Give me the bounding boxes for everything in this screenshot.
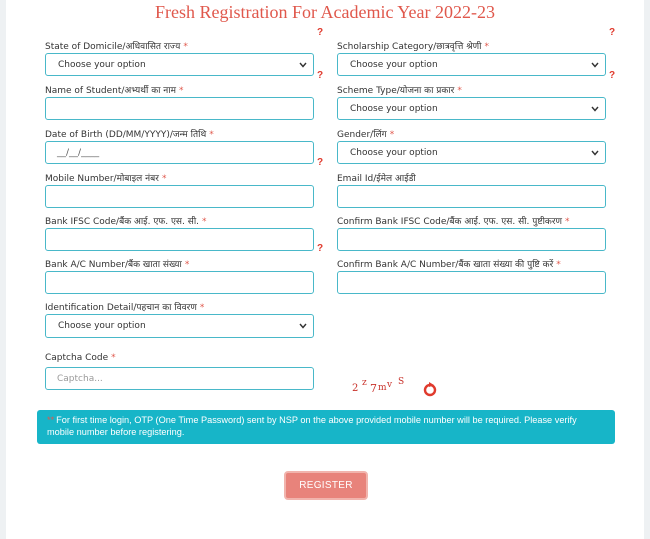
- mobile-label-text: Mobile Number/मोबाइल नंबर: [45, 174, 159, 184]
- captcha-char: v: [387, 380, 393, 390]
- notice-text: For first time login, OTP (One Time Password) sent by NSP on the above provided mobile number will be required. Please verify mobile number before registering.: [47, 415, 577, 437]
- scheme-select[interactable]: [337, 97, 606, 120]
- scheme-label-text: Scheme Type/योजना का प्रकार: [337, 86, 455, 96]
- student-name-label: [45, 83, 184, 96]
- captcha-char: z: [362, 378, 367, 388]
- email-input[interactable]: [337, 185, 606, 208]
- register-button[interactable]: REGISTER: [284, 471, 368, 500]
- student-name-input[interactable]: [45, 97, 314, 120]
- state-label: [45, 39, 188, 52]
- scholarship-label-text: Scholarship Category/छात्रवृत्ति श्रेणी: [337, 42, 482, 52]
- help-icon[interactable]: ?: [317, 27, 324, 38]
- identification-label: [45, 300, 204, 313]
- chevron-down-icon: [591, 150, 599, 156]
- required-mark: *: [183, 42, 188, 52]
- chevron-down-icon: [299, 62, 307, 68]
- identification-label-text: Identification Detail/पहचान का विवरण: [45, 303, 197, 313]
- captcha-input[interactable]: [45, 367, 314, 390]
- identification-select-value: Choose your option: [58, 321, 146, 331]
- captcha-image: [338, 370, 438, 400]
- account-label: [45, 257, 189, 270]
- help-icon[interactable]: ?: [317, 157, 324, 168]
- refresh-icon[interactable]: [425, 382, 435, 395]
- scheme-label: [337, 83, 462, 96]
- captcha-char: m: [378, 383, 387, 393]
- account-label-text: Bank A/C Number/बैंक खाता संख्या: [45, 260, 182, 270]
- help-icon[interactable]: ?: [609, 27, 616, 38]
- account-input[interactable]: [45, 271, 314, 294]
- confirm-account-input[interactable]: [337, 271, 606, 294]
- captcha-label: [45, 353, 116, 363]
- required-mark: *: [184, 260, 190, 270]
- gender-select-value: Choose your option: [350, 147, 438, 158]
- gender-select[interactable]: [337, 141, 606, 164]
- help-icon[interactable]: ?: [609, 70, 616, 81]
- gender-label-text: Gender/लिंग: [337, 130, 387, 140]
- required-mark: *: [389, 130, 395, 140]
- notice-stars: **: [47, 415, 55, 425]
- confirm-ifsc-input[interactable]: [337, 228, 606, 251]
- mobile-input[interactable]: [45, 185, 314, 208]
- required-mark: *: [565, 217, 570, 227]
- scholarship-select-value: Choose your option: [350, 59, 438, 70]
- required-mark: *: [209, 130, 214, 140]
- required-mark: *: [179, 86, 184, 96]
- dob-input[interactable]: [45, 141, 314, 164]
- confirm-ifsc-label-text: Confirm Bank IFSC Code/बैंक आई. एफ. एस. सी. पुष्टीकरण: [337, 217, 563, 227]
- state-label-text: State of Domicile/अधिवासित राज्य: [45, 42, 181, 52]
- captcha-char: 2: [352, 383, 359, 394]
- chevron-down-icon: [299, 323, 307, 329]
- captcha-char: S: [398, 377, 405, 387]
- otp-notice: [37, 410, 615, 444]
- confirm-ifsc-label: [337, 214, 570, 227]
- page-title: Fresh Registration For Academic Year 2022-23: [155, 2, 495, 22]
- ifsc-label-text: Bank IFSC Code/बैंक आई. एफ. एस. सी.: [45, 217, 200, 227]
- scholarship-label: [337, 39, 489, 52]
- dob-label-text: Date of Birth (DD/MM/YYYY)/जन्म तिथि: [45, 130, 207, 140]
- dob-value: __/__/____: [57, 147, 100, 158]
- required-mark: *: [556, 260, 561, 270]
- state-select-value: Choose your option: [58, 59, 146, 70]
- help-icon[interactable]: ?: [317, 243, 324, 254]
- required-mark: *: [457, 86, 462, 96]
- captcha-label-text: Captcha Code: [45, 353, 109, 363]
- required-mark: *: [202, 217, 207, 227]
- scholarship-select[interactable]: [337, 53, 606, 76]
- captcha-char: 7: [370, 382, 377, 395]
- scheme-select-value: Choose your option: [350, 103, 438, 114]
- state-select[interactable]: [45, 53, 314, 76]
- required-mark: *: [484, 42, 489, 52]
- help-icon[interactable]: ?: [317, 70, 324, 81]
- identification-select[interactable]: [45, 314, 314, 338]
- mobile-label: [45, 171, 166, 184]
- required-mark: *: [111, 353, 116, 363]
- confirm-account-label: [337, 257, 561, 270]
- email-label: [337, 171, 416, 184]
- ifsc-input[interactable]: [45, 228, 314, 251]
- captcha-placeholder: Captcha...: [57, 373, 103, 384]
- chevron-down-icon: [591, 106, 599, 112]
- ifsc-label: [45, 214, 207, 227]
- dob-label: [45, 127, 214, 140]
- chevron-down-icon: [591, 62, 599, 68]
- required-mark: *: [161, 174, 167, 184]
- email-label-text: Email Id/ईमेल आईडी: [337, 174, 416, 184]
- student-name-label-text: Name of Student/अभ्यर्थी का नाम: [45, 86, 177, 96]
- required-mark: *: [199, 303, 205, 313]
- gender-label: [337, 127, 394, 140]
- confirm-account-label-text: Confirm Bank A/C Number/बैंक खाता संख्या की पुष्टि करें: [337, 260, 554, 270]
